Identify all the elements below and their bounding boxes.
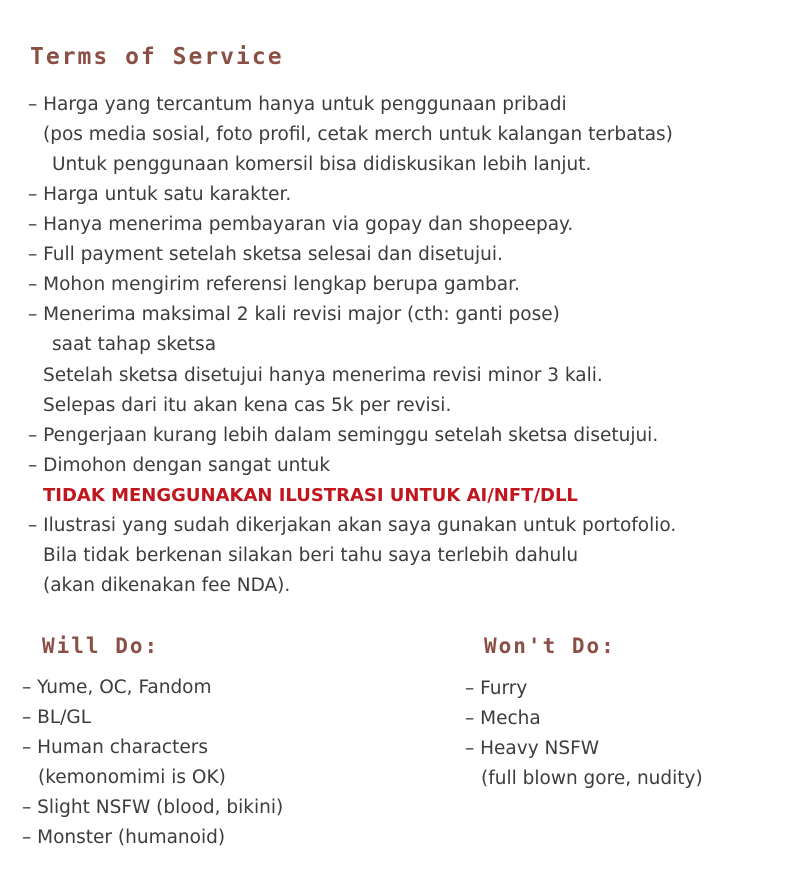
will-do-title: Will Do: <box>42 634 160 658</box>
tos-line: – Harga untuk satu karakter. <box>28 184 292 205</box>
tos-line: – Pengerjaan kurang lebih dalam seminggu setelah sketsa disetujui. <box>28 425 659 446</box>
ai-nft-warning: TIDAK MENGGUNAKAN ILUSTRASI UNTUK AI/NFT/DLL <box>43 485 578 506</box>
tos-line: Bila tidak berkenan silakan beri tahu saya terlebih dahulu <box>43 545 579 566</box>
tos-line: saat tahap sketsa <box>52 334 217 355</box>
tos-line: – Menerima maksimal 2 kali revisi major (cth: ganti pose) <box>28 304 560 325</box>
tos-line: Untuk penggunaan komersil bisa didiskusikan lebih lanjut. <box>52 154 592 175</box>
will-do-item: – Slight NSFW (blood, bikini) <box>22 797 284 818</box>
tos-line: – Harga yang tercantum hanya untuk penggunaan pribadi <box>28 94 567 115</box>
will-do-item: – Yume, OC, Fandom <box>22 677 212 698</box>
tos-line: – Ilustrasi yang sudah dikerjakan akan saya gunakan untuk portofolio. <box>28 515 677 536</box>
tos-line: (pos media sosial, foto profil, cetak merch untuk kalangan terbatas) <box>43 124 673 145</box>
wont-do-item: (full blown gore, nudity) <box>481 768 703 789</box>
tos-line: – Dimohon dengan sangat untuk <box>28 455 331 476</box>
tos-line: – Hanya menerima pembayaran via gopay dan shopeepay. <box>28 214 574 235</box>
will-do-item: – Monster (humanoid) <box>22 827 226 848</box>
will-do-item: – Human characters <box>22 737 208 758</box>
wont-do-item: – Heavy NSFW <box>465 738 600 759</box>
tos-line: – Full payment setelah sketsa selesai dan disetujui. <box>28 244 503 265</box>
tos-line: – Mohon mengirim referensi lengkap berupa gambar. <box>28 274 520 295</box>
will-do-item: – BL/GL <box>22 707 92 728</box>
tos-line: Selepas dari itu akan kena cas 5k per revisi. <box>43 395 452 416</box>
wont-do-title: Won't Do: <box>484 634 616 658</box>
wont-do-item: – Furry <box>465 678 528 699</box>
wont-do-item: – Mecha <box>465 708 541 729</box>
will-do-item: (kemonomimi is OK) <box>38 767 226 788</box>
tos-line: (akan dikenakan fee NDA). <box>43 575 291 596</box>
tos-line: Setelah sketsa disetujui hanya menerima revisi minor 3 kali. <box>43 365 603 386</box>
page-title: Terms of Service <box>30 44 284 70</box>
